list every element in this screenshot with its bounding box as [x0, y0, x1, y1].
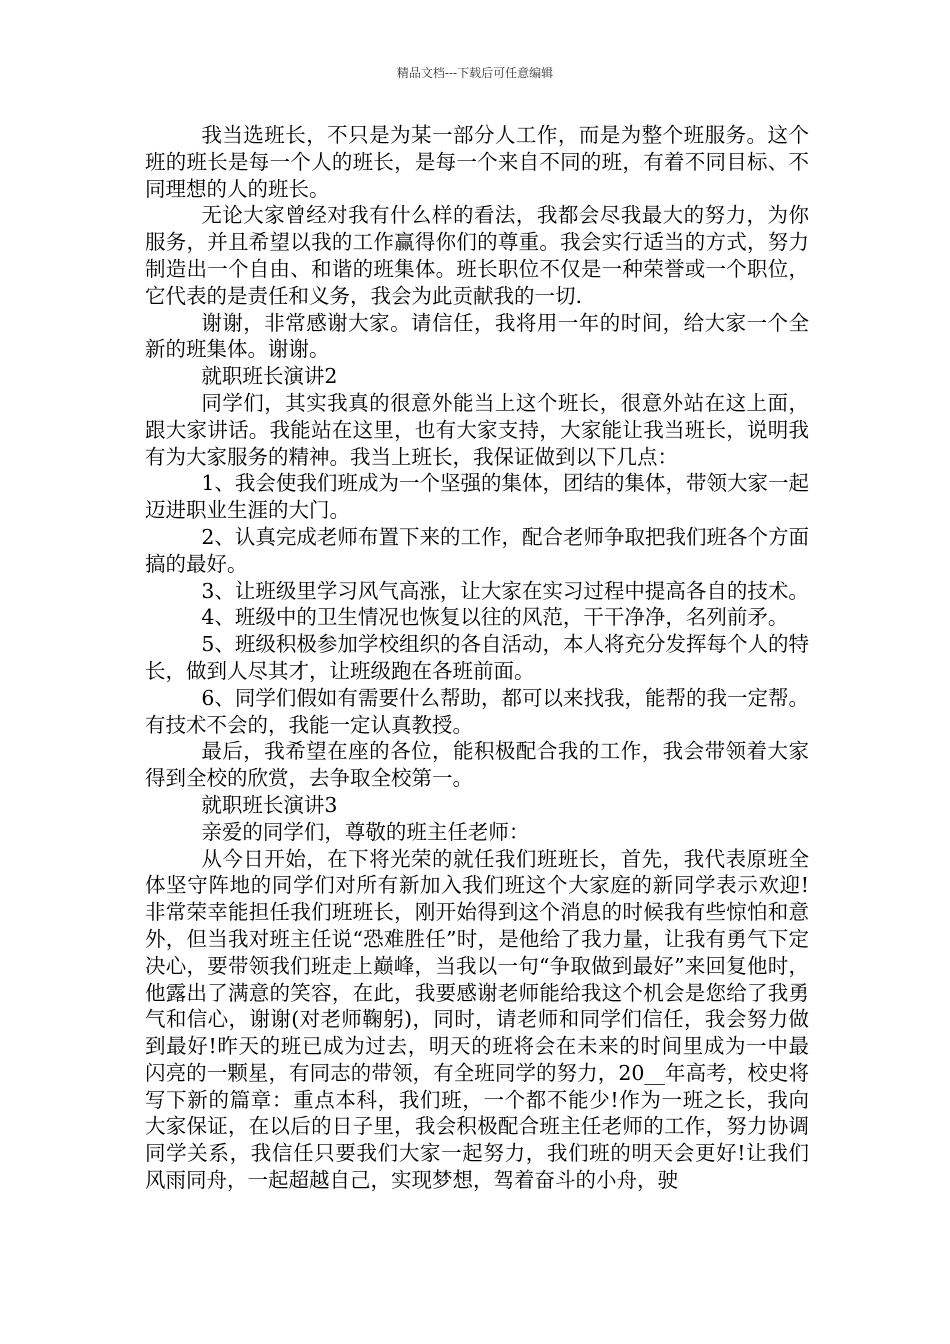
section-heading: 就职班长演讲2	[201, 364, 338, 389]
list-item: 2、认真完成老师布置下来的工作，配合老师争取把我们班各个方面搞的最好。	[145, 524, 809, 576]
list-item: 1、我会使我们班成为一个坚强的集体，团结的集体，带领大家一起迈进职业生涯的大门。	[145, 471, 809, 523]
salutation: 亲爱的同学们，尊敬的班主任老师：	[201, 819, 530, 844]
list-item: 4、班级中的卫生情况也恢复以往的风范，干干净净，名列前矛。	[201, 605, 789, 630]
paragraph: 最后，我希望在座的各位，能积极配合我的工作，我会带领着大家得到全校的欣赏，去争取全校第一。	[145, 739, 809, 791]
page-header: 精品文档---下载后可任意编辑	[396, 66, 554, 80]
paragraph: 我当选班长，不只是为某一部分人工作，而是为整个班服务。这个班的班长是每一个人的班长，是每一个来自不同的班，有着不同目标、不同理想的人的班长。	[145, 123, 809, 201]
list-item: 6、同学们假如有需要什么帮助，都可以来找我，能帮的我一定帮。有技术不会的，我能一定认真教授。	[145, 685, 809, 737]
list-item: 3、让班级里学习风气高涨，让大家在实习过程中提高各自的技术。	[201, 578, 809, 603]
section-heading: 就职班长演讲3	[201, 792, 338, 817]
document-body	[145, 122, 809, 1194]
paragraph: 谢谢，非常感谢大家。请信任，我将用一年的时间，给大家一个全新的班集体。谢谢。	[145, 310, 809, 362]
paragraph: 同学们，其实我真的很意外能当上这个班长，很意外站在这上面，跟大家讲话。我能站在这里，也有大家支持，大家能让我当班长，说明我有为大家服务的精神。我当上班长，我保证做到以下几点：	[145, 390, 809, 469]
paragraph: 无论大家曾经对我有什么样的看法，我都会尽我最大的努力，为你服务，并且希望以我的工作赢得你们的尊重。我会实行适当的方式，努力制造出一个自由、和谐的班集体。班长职位不仅是一种荣誉或一个职位，它代表的是责任和义务，我会为此贡献我的一切.	[145, 203, 809, 308]
paragraph: 从今日开始，在下将光荣的就任我们班班长，首先，我代表原班全体坚守阵地的同学们对所有新加入我们班这个大家庭的新同学表示欢迎!非常荣幸能担任我们班班长，刚开始得到这个消息的时候我有些惊怕和意外，但当我对班主任说“恐难胜任”时，是他给了我力量，让我有勇气下定决心，要带领我们班走上巅峰，当我以一句“争取做到最好”来回复他时，他露出了满意的笑容，在此，我要感谢老师能给我这个机会是您给了我勇气和信心，谢谢(对老师鞠躬)，同时，请老师和同学们信任，我会努力做到最好!昨天的班已成为过去，明天的班将会在未来的时间里成为一中最闪亮的一颗星，有同志的带领，有全班同学的努力，20__年高考，校史将写下新的篇章：重点本科，我们班，一个都不能少!作为一班之长，我向大家保证，在以后的日子里，我会积极配合班主任老师的工作，努力协调同学关系，我信任只要我们大家一起努力，我们班的明天会更好!让我们风雨同舟，一起超越自己，实现梦想，驾着奋斗的小舟，驶	[145, 846, 809, 1193]
list-item: 5、班级积极参加学校组织的各自活动，本人将充分发挥每个人的特长，做到人尽其才，让班级跑在各班前面。	[145, 632, 809, 683]
